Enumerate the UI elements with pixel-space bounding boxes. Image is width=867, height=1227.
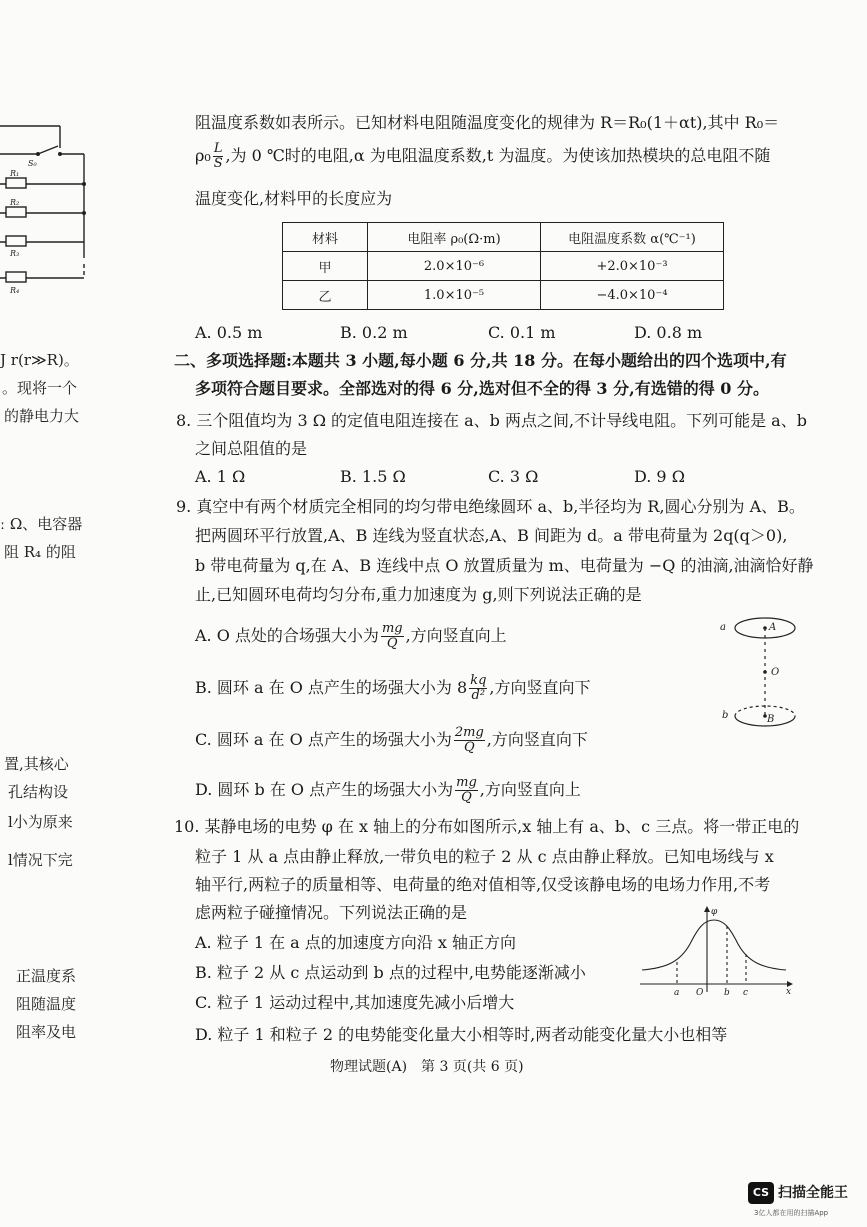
- left-fragment: ː Ω、电容器: [0, 515, 83, 533]
- left-fragment: 孔结构设: [8, 783, 69, 801]
- watermark-tagline: 3亿人都在用的扫描App: [754, 1209, 829, 1217]
- section2-line1: 二、多项选择题:本题共 3 小题,每小题 6 分,共 18 分。在每小题给出的四个选项中,有: [174, 351, 787, 370]
- q9-line2: 把两圆环平行放置,A、B 连线为竖直状态,A、B 间距为 d。a 带电荷量为 2q(q＞0),: [195, 526, 788, 545]
- q7-option-b: B. 0.2 m: [340, 323, 408, 342]
- table-cell: 1.0×10⁻⁵: [368, 281, 541, 310]
- left-fragment: l情况下完: [8, 851, 73, 869]
- left-fragment: 阻 R₄ 的阻: [4, 543, 76, 561]
- q9-option-a-tail: ,方向竖直向上: [405, 626, 507, 645]
- q9-option-c-text: C. 圆环 a 在 O 点产生的场强大小为: [195, 730, 452, 749]
- q10-line3: 轴平行,两粒子的质量相等、电荷量的绝对值相等,仅受该静电场的电场力作用,不考: [195, 875, 771, 894]
- table-cell: 乙: [283, 281, 368, 310]
- q10-option-b: B. 粒子 2 从 c 点运动到 b 点的过程中,电势能逐渐减小: [195, 963, 586, 982]
- left-fragment: 的静电力大: [4, 407, 80, 425]
- q7-line2: [195, 142, 770, 171]
- q9-option-c-tail: ,方向竖直向下: [486, 730, 588, 749]
- potential-graph: [636, 904, 796, 996]
- table-cell: 甲: [283, 252, 368, 281]
- section2-line2: 多项符合题目要求。全部选对的得 6 分,选对但不全的得 3 分,有选错的得 0 分。: [195, 379, 769, 398]
- resistor-label-r1: R₁: [10, 169, 20, 178]
- resistor-label-r4: R₄: [10, 286, 20, 295]
- frac-num: kq: [470, 673, 487, 688]
- q8-line2: 之间总阻值的是: [195, 439, 308, 458]
- q9-line3: b 带电荷量为 q,在 A、B 连线中点 O 放置质量为 m、电荷量为 −Q 的油滴,油滴恰好静: [195, 556, 814, 575]
- q9-option-d-text: D. 圆环 b 在 O 点产生的场强大小为: [195, 780, 454, 799]
- q10-line2: 粒子 1 从 a 点由静止释放,一带负电的粒子 2 从 c 点由静止释放。已知电场线与 x: [195, 847, 774, 866]
- q7-frac-num: L: [213, 141, 223, 156]
- page-footer: 物理试题(A) 第 3 页(共 6 页): [330, 1059, 524, 1075]
- q7-option-c: C. 0.1 m: [488, 323, 556, 342]
- q7-fraction: [213, 142, 224, 171]
- scanner-watermark: [748, 1180, 858, 1220]
- q9-option-b-text: B. 圆环 a 在 O 点产生的场强大小为 8: [195, 678, 468, 697]
- table-cell: −4.0×10⁻⁴: [541, 281, 724, 310]
- left-fragment: l小为原来: [8, 813, 73, 831]
- origin-label: O: [696, 988, 704, 996]
- watermark-name: 扫描全能王: [778, 1185, 848, 1201]
- q9-option-d: [195, 776, 581, 805]
- left-fragment: 正温度系: [16, 967, 77, 985]
- point-b-label: b: [724, 988, 730, 996]
- q8-line1: 8. 三个阻值均为 3 Ω 的定值电阻连接在 a、b 两点之间,不计导线电阻。下列可能是 a、b: [176, 411, 807, 430]
- point-o-label: O: [771, 667, 780, 678]
- left-fragment: 。现将一个: [2, 379, 78, 397]
- frac-num: mg: [456, 775, 477, 790]
- q7-option-a: A. 0.5 m: [195, 323, 263, 342]
- q10-option-a: A. 粒子 1 在 a 点的加速度方向沿 x 轴正方向: [195, 933, 516, 952]
- point-a-label: a: [674, 988, 680, 996]
- q8-option-a: A. 1 Ω: [195, 467, 246, 486]
- q9-option-d-frac: [455, 776, 478, 805]
- cs-logo-icon: CS: [748, 1182, 774, 1204]
- table-header: 材料: [283, 223, 368, 252]
- frac-num: mg: [381, 621, 403, 636]
- rings-figure: [712, 612, 802, 732]
- frac-den: Q: [463, 740, 475, 755]
- circuit-diagram: [0, 118, 90, 308]
- q7-line1: 阻温度系数如表所示。已知材料电阻随温度变化的规律为 R＝R₀(1＋αt),其中 R₀＝: [195, 113, 780, 132]
- q10-line1: 10. 某静电场的电势 φ 在 x 轴上的分布如图所示,x 轴上有 a、b、c 三点。将一带正电的: [174, 817, 800, 836]
- frac-den: d²: [471, 688, 486, 703]
- resistor-label-r2: R₂: [10, 198, 20, 207]
- material-table: [282, 222, 724, 310]
- q8-option-b: B. 1.5 Ω: [340, 467, 406, 486]
- center-b-label: B: [767, 714, 775, 725]
- frac-den: Q: [461, 790, 472, 805]
- q7-line3: 温度变化,材料甲的长度应为: [195, 189, 393, 208]
- q10-option-d: D. 粒子 1 和粒子 2 的电势能变化量大小相等时,两者动能变化量大小也相等: [195, 1025, 728, 1044]
- table-header: 电阻温度系数 α(℃⁻¹): [541, 223, 724, 252]
- q7-option-d: D. 0.8 m: [634, 323, 703, 342]
- table-header: 电阻率 ρ₀(Ω·m): [368, 223, 541, 252]
- q8-option-c: C. 3 Ω: [488, 467, 539, 486]
- ring-b-label: b: [722, 710, 729, 721]
- q9-option-d-tail: ,方向竖直向上: [479, 780, 581, 799]
- frac-den: Q: [386, 636, 398, 651]
- q9-line1: 9. 真空中有两个材质完全相同的均匀带电绝缘圆环 a、b,半径均为 R,圆心分别为 A、B。: [176, 497, 805, 516]
- q7-line2-rest: ,为 0 ℃时的电阻,α 为电阻温度系数,t 为温度。为使该加热模块的总电阻不随: [225, 146, 771, 165]
- q9-option-a-text: A. O 点处的合场强大小为: [195, 626, 379, 645]
- center-a-label: A: [769, 622, 777, 633]
- switch-label: S₀: [28, 159, 37, 168]
- left-fragment: J r(r≫R)。: [0, 351, 79, 369]
- q10-option-c: C. 粒子 1 运动过程中,其加速度先减小后增大: [195, 993, 515, 1012]
- q10-line4: 虑两粒子碰撞情况。下列说法正确的是: [195, 903, 468, 922]
- q9-line4: 止,已知圆环电荷均匀分布,重力加速度为 g,则下列说法正确的是: [195, 585, 642, 604]
- axis-phi-label: φ: [711, 907, 718, 917]
- q9-option-b-tail: ,方向竖直向下: [489, 678, 591, 697]
- resistor-label-r3: R₃: [10, 249, 20, 258]
- q7-frac-den: S: [213, 156, 223, 171]
- ring-a-label: a: [720, 622, 726, 633]
- point-c-label: c: [743, 988, 749, 996]
- q9-option-c: [195, 726, 588, 755]
- q8-option-d: D. 9 Ω: [634, 467, 685, 486]
- frac-num: 2mg: [454, 725, 484, 740]
- q9-option-a: [195, 622, 507, 651]
- table-cell: +2.0×10⁻³: [541, 252, 724, 281]
- left-fragment: 阻随温度: [16, 995, 77, 1013]
- left-fragment: 置,其核心: [4, 755, 69, 773]
- q7-rho0: ρ₀: [195, 146, 211, 165]
- q9-option-b-frac: [469, 674, 487, 703]
- table-cell: 2.0×10⁻⁶: [368, 252, 541, 281]
- left-fragment: 阻率及电: [16, 1023, 77, 1041]
- axis-x-label: x: [786, 987, 792, 996]
- q9-option-c-frac: [454, 726, 485, 755]
- q9-option-a-frac: [381, 622, 404, 651]
- q9-option-b: [195, 674, 591, 703]
